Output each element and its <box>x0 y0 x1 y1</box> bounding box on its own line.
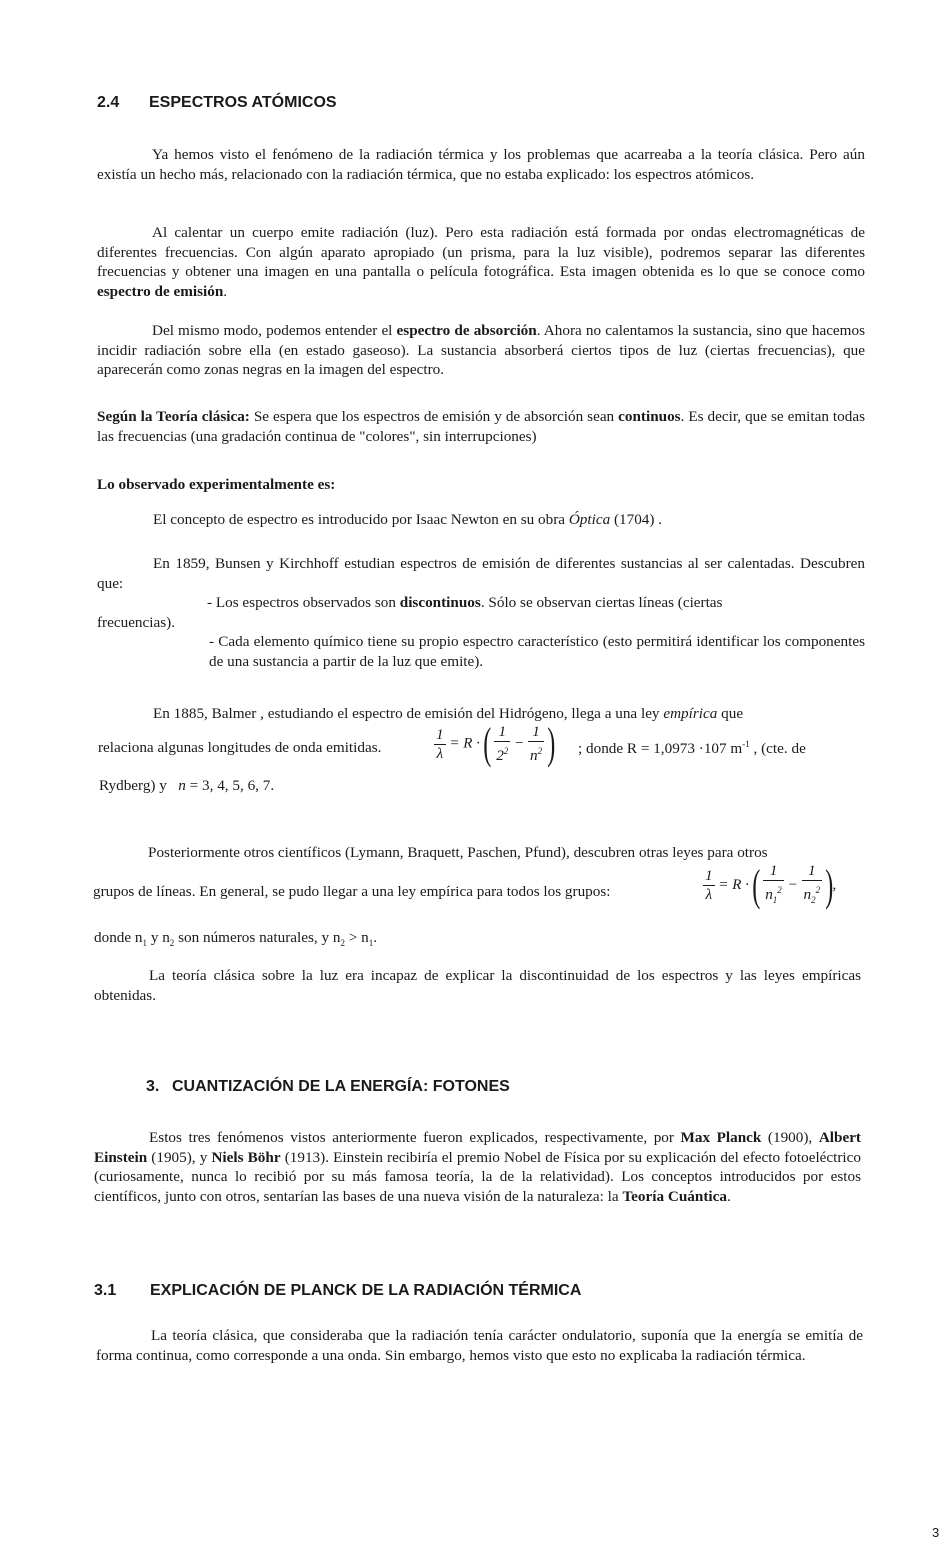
work-title-optica: Óptica <box>568 511 611 528</box>
term-emission-spectrum: espectro de emisión <box>97 282 224 300</box>
rydberg-formula: $\frac{1}{\lambda}$ = R · ( $\frac{1}{n_1^2}$ − $\frac{1}{n_2^2}$ ), <box>705 860 837 910</box>
name-max-planck: Max Planck <box>680 1129 762 1146</box>
paragraph-observed-heading: Lo observado experimentalmente es: <box>97 476 336 493</box>
paragraph-balmer-n-values: Rydberg) y n = 3, 4, 5, 6, 7. <box>99 777 275 794</box>
paragraph-planck-explanation: La teoría clásica, que consideraba que la radiación tenía carácter ondulatorio, suponía que la energía se emitía de forma continua, como corresponde a una onda. Sin embargo, hemos visto que esto no explicaba la radiación térmica. <box>96 1327 863 1364</box>
paragraph-newton: El concepto de espectro es introducido por Isaac Newton en su obra Óptica (1704) . <box>153 511 663 528</box>
page-number: 3 <box>932 1525 940 1540</box>
paragraph-emission: Al calentar un cuerpo emite radiación (luz). Pero esta radiación está formada por ondas electromagnéticas de diferentes frecuencias. Con algún aparato apropiado (un prisma, para la luz visible), podremos separar las diferentes frecuencias y obtener una imagen en una pantalla o película fotográfica. Esta imagen obtenida es lo que se conoce como espectro de emisión. <box>97 224 865 300</box>
section-heading-3-1: 3.1 EXPLICACIÓN DE PLANCK DE LA RADIACIÓN TÉRMICA <box>94 1282 582 1299</box>
section-title: ESPECTROS ATÓMICOS <box>149 94 337 111</box>
paragraph-intro: Ya hemos visto el fenómeno de la radiación térmica y los problemas que acarreaba a la teoría clásica. Pero aún existía un hecho más, relacionado con la radiación térmica, que no estaba explicado: los espectros atómicos. <box>97 146 865 183</box>
paragraph-absorption: Del mismo modo, podemos entender el espectro de absorción. Ahora no calentamos la sustancia, sino que hacemos incidir radiación sobre ella (en estado gaseoso). La sustancia absorberá ciertos tipos de luz (ciertas frecuencias), que aparecerán como zonas negras en la imagen del espectro. <box>97 322 865 378</box>
balmer-equation-line: relaciona algunas longitudes de onda emitidas. $\frac{1}{\lambda}$ = R · ( $\frac{1}{2^2}$ − $\frac{1}{n^2}$ ) ; donde R = 1,0973 ·107 $m^{-1}$ , (cte. de <box>98 719 806 769</box>
paragraph-other-scientists: Posteriormente otros científicos (Lymann, Braquett, Paschen, Pfund), descubren otras leyes para otros <box>148 844 768 861</box>
name-albert-einstein: Albert Einstein <box>94 1129 861 1166</box>
paragraph-quantum-intro: Estos tres fenómenos vistos anteriormente fueron explicados, respectivamente, por Max Planck (1900), Albert Einstein (1905), y Niels Böhr (1913). Einstein recibiría el premio Nobel de Física por su explicación del efecto fotoeléctrico (curiosamente, nunca lo recibió por su más famosa teoría, la de la relatividad). Los conceptos introducidos por estos científicos, junto con otros, sentarían las bases de una nueva visión de la naturaleza: la Teoría Cuántica. <box>94 1129 861 1205</box>
paragraph-bunsen: En 1859, Bunsen y Kirchhoff estudian espectros de emisión de diferentes sustancias al ser calentadas. Descubren que: <box>97 555 865 592</box>
term-absorption-spectrum: espectro de absorción <box>396 322 537 339</box>
general-equation-line: grupos de líneas. En general, se pudo llegar a una ley empírica para todos los grupos: $\frac{1}{\lambda}$ = R · ( $\frac{1}{n_1^2}$ − $\frac{1}{n_2^2}$ ), <box>93 860 837 910</box>
paragraph-natural-numbers: donde $n_1$ y $n_2$ son números naturales, y $n_2 > n_1$. <box>94 929 378 949</box>
list-item-characteristic: - Cada elemento químico tiene su propio espectro característico (esto permitirá identificar los componentes de una sustancia a partir de la luz que emite). <box>209 633 865 670</box>
paragraph-classical-failure: La teoría clásica sobre la luz era incapaz de explicar la discontinuidad de los espectros y las leyes empíricas obtenidas. <box>94 967 861 1004</box>
paragraph-balmer-line1: En 1885, Balmer , estudiando el espectro de emisión del Hidrógeno, llega a una ley empírica que <box>153 705 744 722</box>
section-heading-3: 3. CUANTIZACIÓN DE LA ENERGÍA: FOTONES <box>146 1078 510 1095</box>
label-classical-theory: Según la Teoría clásica: <box>97 408 250 425</box>
paragraph-classical-theory: Según la Teoría clásica: Se espera que los espectros de emisión y de absorción sean continuos. Es decir, que se emitan todas las frecuencias (una gradación continua de "colores", sin interrupciones) <box>97 408 865 445</box>
section-heading-2-4 <box>97 94 337 112</box>
balmer-formula: $\frac{1}{\lambda}$ = R · ( $\frac{1}{2^2}$ − $\frac{1}{n^2}$ ) <box>436 719 556 769</box>
rydberg-constant: ; donde R = 1,0973 ·107 $m^{-1}$ , (cte. de <box>578 739 806 758</box>
section-number: 2.4 <box>97 94 120 111</box>
name-niels-bohr: Niels Böhr <box>211 1148 281 1166</box>
list-item-discontinuous: - Los espectros observados son discontinuos. Sólo se observan ciertas líneas (ciertas frecuencias). <box>97 594 723 631</box>
term-quantum-theory: Teoría Cuántica <box>622 1187 727 1205</box>
